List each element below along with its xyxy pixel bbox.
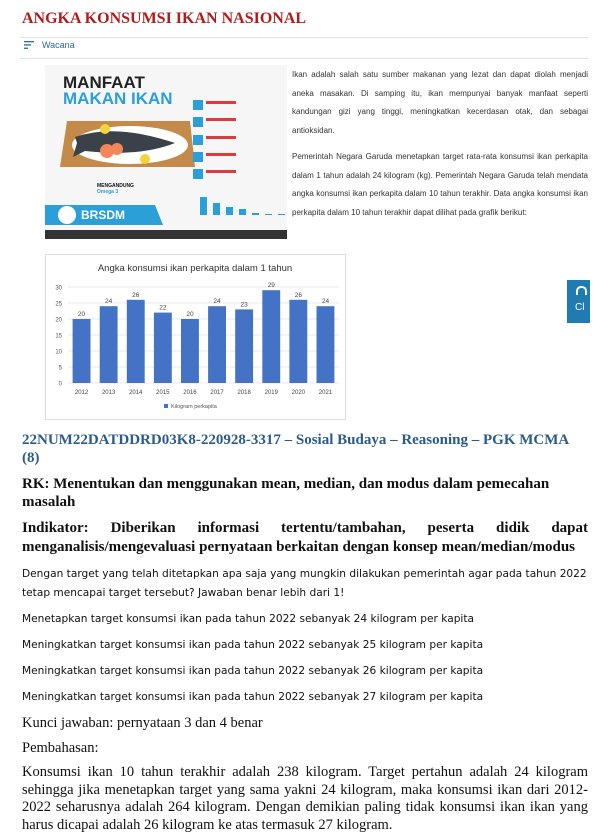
intro-paragraph: Pemerintah Negara Garuda menetapkan target rata-rata konsumsi ikan perkapita dalam 1 tahun adalah 24 kilogram (kg). Pemerintah Negara Garuda telah mendata angka konsumsi ikan perkapita dalam 10 tahun terakhir. Data angka konsumsi ikan perkapita dalam 10 tahun terakhir dapat dilihat pada grafik berikut: xyxy=(292,152,588,217)
x-tick-label: 2020 xyxy=(291,390,306,396)
answer-key: Kunci jawaban: pernyataan 3 dan 4 benar xyxy=(22,715,263,731)
bar xyxy=(181,319,199,383)
omega-label: Omega 3 xyxy=(97,189,119,195)
bar xyxy=(289,300,307,383)
intro-paragraph: Ikan adalah salah satu sumber makanan yang lezat dan dapat diolah menjadi aneka masakan. Di samping itu, ikan mempunyai banyak manfaat seperti kandungan gizi yang tinggi, meningkatkan kecerdasan otak, dan sebagai antioksidan. xyxy=(292,70,588,135)
menu-icon xyxy=(24,41,34,49)
bar xyxy=(100,306,118,383)
discussion-text: Konsumsi ikan 10 tahun terakhir adalah 238 kilogram. Target pertahun adalah 24 kilogram sehingga jika menetapkan target yang sama yakni 24 kilogram, maka konsumsi ikan dari 2012-2022 seharusnya adalah 264 kilogram. Dengan demikian paling tidak konsumsi ikan ikan yang harus dicapai adalah 26 kilogram ke atas termasuk 27 kilogram. xyxy=(22,764,588,833)
side-floating-button[interactable] xyxy=(567,280,590,323)
question-section xyxy=(22,431,588,834)
chart-title: Angka konsumsi ikan perkapita dalam 1 tahun xyxy=(97,263,293,274)
data-label: 24 xyxy=(213,298,221,306)
data-label: 29 xyxy=(267,282,275,290)
side-button-label: Cl xyxy=(575,302,585,313)
option-2[interactable]: Meningkatkan target konsumsi ikan pada tahun 2022 sebanyak 25 kilogram per kapita xyxy=(22,639,484,651)
data-label: 20 xyxy=(77,311,86,318)
y-tick-label: 0 xyxy=(58,381,62,388)
data-label: 23 xyxy=(240,301,248,309)
legend-label: Kilogram perkapita xyxy=(171,404,217,410)
data-label: 24 xyxy=(321,298,330,306)
x-tick-label: 2017 xyxy=(210,390,224,396)
bar xyxy=(235,309,253,383)
bar xyxy=(154,313,172,383)
section-label: Wacana xyxy=(42,40,75,50)
bar xyxy=(208,306,226,383)
y-tick-label: 20 xyxy=(55,317,62,324)
y-tick-label: 5 xyxy=(58,365,62,372)
y-tick-label: 15 xyxy=(55,333,62,340)
indicator-heading: Indikator: Diberikan informasi tertentu/tambahan, peserta didik dapat menganalisis/mengevaluasi pernyataan berkaitan dengan konsep mean/median/modus xyxy=(22,520,588,555)
bar xyxy=(262,290,280,383)
bar xyxy=(317,306,335,383)
y-tick-label: 10 xyxy=(55,349,62,356)
x-tick-label: 2019 xyxy=(264,390,278,396)
x-tick-label: 2012 xyxy=(74,390,89,396)
x-tick-label: 2016 xyxy=(183,390,197,396)
bar-chart xyxy=(45,254,346,420)
x-tick-label: 2015 xyxy=(156,390,170,396)
option-4[interactable]: Meningkatkan target konsumsi ikan pada tahun 2022 sebanyak 27 kilogram per kapita xyxy=(22,691,484,703)
data-label: 26 xyxy=(294,291,302,299)
headset-icon xyxy=(576,286,587,295)
discussion-label: Pembahasan: xyxy=(22,740,99,756)
bar xyxy=(73,319,91,383)
infographic-subtitle: MAKAN IKAN xyxy=(63,89,173,108)
data-label: 26 xyxy=(132,291,140,299)
x-tick-label: 2014 xyxy=(129,390,143,396)
infographic-title: MANFAAT xyxy=(63,73,145,92)
y-tick-label: 30 xyxy=(55,285,62,292)
divider xyxy=(20,37,588,38)
infographic-image xyxy=(45,65,287,239)
question-code: 22NUM22DATDDRD03K8-220928-3317 – Sosial Budaya – Reasoning – PGK MCMA (8) xyxy=(22,432,569,466)
x-tick-label: 2021 xyxy=(318,390,333,396)
legend-swatch xyxy=(164,404,168,408)
y-tick-label: 25 xyxy=(55,301,62,308)
section-wacana[interactable] xyxy=(24,40,75,50)
bar xyxy=(127,300,145,383)
data-label: 20 xyxy=(186,311,194,318)
page-title: ANGKA KONSUMSI IKAN NASIONAL xyxy=(22,10,307,27)
data-label: 22 xyxy=(159,304,167,312)
option-1[interactable]: Menetapkan target konsumsi ikan pada tahun 2022 sebanyak 24 kilogram per kapita xyxy=(22,613,475,625)
data-label: 24 xyxy=(105,298,113,306)
x-tick-label: 2013 xyxy=(101,390,116,396)
chart-svg xyxy=(46,255,345,419)
question-text: Dengan target yang telah ditetapkan apa saja yang mungkin dilakukan pemerintah agar pada tahun 2022 tetap mencapai target tersebut? Jawaban benar lebih dari 1! xyxy=(22,568,587,599)
option-3[interactable]: Meningkatkan target konsumsi ikan pada tahun 2022 sebanyak 26 kilogram per kapita xyxy=(22,665,484,677)
intro-text xyxy=(292,66,588,230)
rk-heading: RK: Menentukan dan menggunakan mean, median, dan modus dalam pemecahan masalah xyxy=(22,476,550,510)
brsdm-logo: BRSDM xyxy=(81,208,125,222)
x-tick-label: 2018 xyxy=(237,390,251,396)
divider xyxy=(20,58,588,59)
contains-label: MENGANDUNG xyxy=(97,183,134,189)
